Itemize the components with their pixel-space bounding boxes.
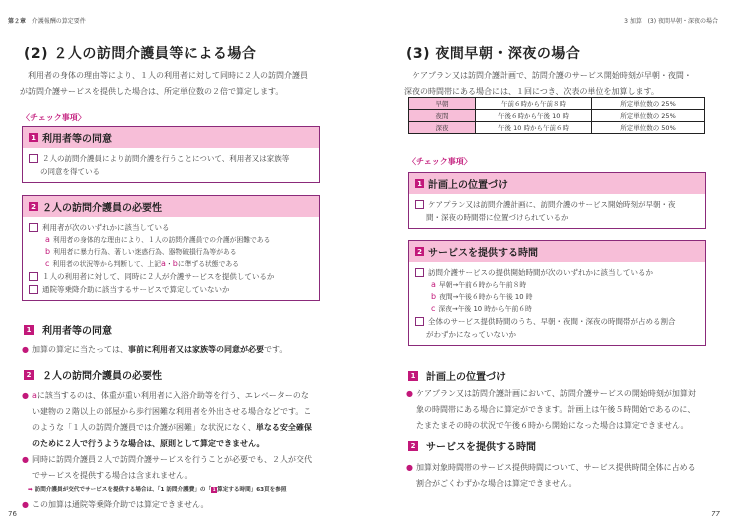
checklist-item[interactable]	[29, 221, 313, 234]
bullet-text: 加算対象時間帯のサービス提供時間について、サービス提供時間全体に占める	[415, 463, 696, 472]
rate-cell: 所定単位数の 25%	[592, 110, 705, 122]
sub-text: 利用者の状況等から判断して、上記	[52, 260, 162, 268]
running-header	[624, 16, 718, 25]
rate-cell: 所定単位数の 25%	[592, 98, 705, 110]
bullet-icon: ●	[22, 345, 29, 354]
number-badge: 1	[212, 487, 216, 492]
time-cell: 午後 10 時から午前６時	[476, 122, 592, 134]
chapter-title: 介護報酬の算定要件	[31, 18, 86, 25]
bullet-text: たまたまその時の状況で午後６時から開始になった場合は算定できません。	[415, 421, 689, 430]
explanation-title: ２人の訪問介護員の必要性	[42, 371, 162, 382]
sub-text: 夜間→午後６時から午後 10 時	[439, 293, 533, 301]
running-header	[8, 16, 86, 25]
intro-text	[20, 68, 320, 100]
check-box-title: 利用者等の同意	[42, 134, 112, 145]
bullet-text: この加算は通院等乗降介助では算定できません。	[31, 500, 209, 509]
check-heading: 〈チェック事項〉	[408, 157, 472, 166]
checklist-text: 訪問介護サービスの提供開始時間が次のいずれかに該当しているか	[428, 268, 653, 277]
table-row	[409, 110, 705, 122]
explanation-heading	[24, 367, 162, 382]
explanation-heading	[24, 322, 112, 337]
sub-text: 深夜→午後 10 時から午前６時	[438, 305, 532, 313]
separator: ・	[165, 260, 173, 268]
sub-item-c	[29, 258, 313, 270]
explanation-heading	[408, 368, 506, 383]
bullet-text: です。	[263, 345, 288, 354]
bullet-text: のような「１人の訪問介護員では介護が困難」な状況になく、	[31, 423, 256, 432]
sub-item-b	[29, 246, 313, 258]
checkbox-icon[interactable]	[415, 200, 424, 209]
bullet-text: ケアプラン又は訪問介護計画において、訪問介護サービスの開始時刻が加算対	[415, 389, 696, 398]
right-page	[366, 0, 732, 526]
time-cell: 午後６時から午後 10 時	[476, 110, 592, 122]
highlight-letter: b	[172, 259, 178, 268]
explanation-bullets	[22, 342, 352, 358]
sub-item-a	[415, 279, 699, 291]
reference-note[interactable]	[22, 484, 352, 497]
intro-text	[404, 68, 704, 100]
bullet-text: 象の時間帯にある場合に算定ができます。計画上は午後５時開始であるのに、	[415, 405, 696, 414]
checklist-text-cont: 間・深夜の時間帯に位置づけられているか	[426, 213, 569, 222]
check-box-consent	[22, 126, 320, 183]
page-number: 77	[711, 510, 720, 518]
check-box-title: サービスを提供する時間	[428, 248, 538, 259]
bullet-text-bold: 単なる安全確保	[255, 423, 312, 432]
number-badge: 1	[408, 371, 418, 381]
number-badge: 1	[415, 179, 424, 188]
chapter-label: 3 加算	[624, 18, 642, 25]
sub-item-b	[415, 291, 699, 303]
explanation-bullets	[22, 388, 352, 513]
checklist-item[interactable]	[415, 315, 699, 328]
explanation-bullets	[406, 460, 732, 492]
check-heading: 〈チェック事項〉	[22, 113, 86, 122]
bullet-text: でサービスを提供する場合は含まれません。	[31, 471, 193, 480]
bullet-text: 割合がごくわずかな場合は算定できません。	[415, 479, 577, 488]
time-cell: 午前６時から午前８時	[476, 98, 592, 110]
section-title: (2) ２人の訪問介護員等による場合	[24, 46, 257, 62]
bullet-item	[22, 452, 352, 484]
explanation-bullets	[406, 386, 732, 434]
note-text: 訪問介護員が交代でサービスを提供する場合は、「1 訪問介護費」の「	[34, 487, 212, 493]
check-box-title: 計画上の位置づけ	[428, 180, 508, 191]
checkbox-icon[interactable]	[29, 223, 38, 232]
intro-line: ケアプラン又は訪問介護計画で、訪問介護のサービス開始時刻が早朝・夜間・	[412, 71, 692, 80]
checklist-text: 通院等乗降介助に該当するサービスで算定していないか	[42, 285, 230, 294]
sub-letter: c	[431, 304, 436, 313]
checklist-item[interactable]	[415, 198, 699, 211]
note-text: 算定する時間」63頁を参照	[217, 487, 287, 493]
sub-text: 利用者に暴力行為、著しい迷惑行為、器物破損行為等がある	[53, 248, 237, 256]
arrow-icon: ➡	[28, 487, 33, 493]
check-box-header	[409, 173, 705, 194]
explanation-title: 計画上の位置づけ	[426, 372, 506, 383]
checklist-text: ２人の訪問介護員により訪問介護を行うことについて、利用者又は家族等	[42, 154, 290, 163]
chapter-title: (3) 夜間早朝・深夜の場合	[647, 18, 718, 25]
table-row	[409, 98, 705, 110]
bullet-item	[22, 342, 352, 358]
highlight-letter: a	[161, 259, 166, 268]
checkbox-icon[interactable]	[29, 272, 38, 281]
checklist-text: １人の利用者に対して、同時に２人が介護サービスを提供しているか	[42, 272, 275, 281]
checklist-item[interactable]	[29, 152, 313, 165]
checkbox-icon[interactable]	[29, 154, 38, 163]
check-box-service-time	[408, 240, 706, 346]
explanation-title: 利用者等の同意	[42, 326, 112, 337]
checklist-text: 全体のサービス提供時間のうち、早朝・夜間・深夜の時間帯が占める割合	[428, 317, 676, 326]
period-cell: 夜間	[409, 110, 476, 122]
bullet-item	[406, 460, 732, 492]
intro-line: 利用者の身体の理由等により、１人の利用者に対して同時に２人の訪問介護員	[28, 71, 308, 80]
number-badge: 2	[29, 202, 38, 211]
period-cell: 早朝	[409, 98, 476, 110]
bullet-text: 同時に訪問介護員２人で訪問介護サービスを行うことが必要でも、２人が交代	[31, 455, 312, 464]
checklist-item[interactable]	[29, 270, 313, 283]
explanation-title: サービスを提供する時間	[426, 442, 536, 453]
sub-item-a	[29, 234, 313, 246]
chapter-label: 第２章	[8, 18, 27, 25]
checklist-text-cont: の同意を得ている	[40, 167, 100, 176]
sub-item-c	[415, 303, 699, 315]
check-box-necessity	[22, 195, 320, 301]
bullet-text: 加算の算定に当たっては、	[31, 345, 128, 354]
sub-text: に準ずる状態である	[177, 260, 239, 268]
bullet-text: い建物の２階以上の部屋から歩行困難な利用者を外出させる場合などです。こ	[31, 407, 312, 416]
check-box-header	[409, 241, 705, 262]
intro-line: 深夜の時間帯にある場合には、１回につき、次表の単位を加算します。	[404, 87, 659, 96]
period-cell: 深夜	[409, 122, 476, 134]
bullet-item	[22, 388, 352, 452]
check-box-plan	[408, 172, 706, 229]
number-badge: 2	[24, 370, 34, 380]
bullet-text: に該当するのは、体重が重い利用者に入浴介助等を行う、エレベーターのな	[36, 391, 309, 400]
sub-letter: b	[45, 247, 51, 256]
sub-letter: c	[45, 259, 50, 268]
bullet-icon: ●	[22, 391, 29, 400]
rate-cell: 所定単位数の 50%	[592, 122, 705, 134]
highlight-letter: a	[31, 391, 37, 400]
check-box-header	[23, 196, 319, 217]
rate-table	[408, 97, 705, 134]
explanation-heading	[408, 438, 536, 453]
checkbox-icon[interactable]	[415, 268, 424, 277]
check-box-title: ２人の訪問介護員の必要性	[42, 203, 162, 214]
bullet-icon: ●	[22, 455, 29, 464]
bullet-text-bold: のために２人で行うような場合は、原則として算定できません。	[31, 439, 265, 448]
table-row	[409, 122, 705, 134]
sub-letter: a	[431, 280, 436, 289]
bullet-item	[406, 386, 732, 434]
number-badge: 2	[415, 247, 424, 256]
intro-line: が訪問介護サービスを提供した場合は、所定単位数の２倍で算定します。	[20, 87, 284, 96]
checkbox-icon[interactable]	[29, 285, 38, 294]
checklist-item[interactable]	[415, 266, 699, 279]
bullet-item	[22, 497, 352, 513]
bullet-icon: ●	[406, 463, 413, 472]
checklist-text: 利用者が次のいずれかに該当している	[42, 223, 170, 232]
checkbox-icon[interactable]	[415, 317, 424, 326]
number-badge: 2	[408, 441, 418, 451]
bullet-text-bold: 事前に利用者又は家族等の同意が必要	[127, 345, 264, 354]
bullet-icon: ●	[22, 500, 29, 509]
checklist-text-cont: がわずかになっていないか	[426, 330, 516, 339]
sub-text: 利用者の身体的な理由により、１人の訪問介護員での介護が困難である	[52, 236, 271, 244]
number-badge: 1	[29, 133, 38, 142]
section-title: (3) 夜間早朝・深夜の場合	[406, 46, 581, 62]
checklist-text: ケアプラン又は訪問介護計画に、訪問介護のサービス開始時刻が早朝・夜	[428, 200, 676, 209]
sub-letter: a	[45, 235, 50, 244]
checklist-item[interactable]	[29, 283, 313, 296]
check-box-header	[23, 127, 319, 148]
bullet-icon: ●	[406, 389, 413, 398]
sub-text: 早朝→午前６時から午前８時	[438, 281, 527, 289]
number-badge: 1	[24, 325, 34, 335]
sub-letter: b	[431, 292, 437, 301]
page-number: 76	[8, 510, 17, 518]
